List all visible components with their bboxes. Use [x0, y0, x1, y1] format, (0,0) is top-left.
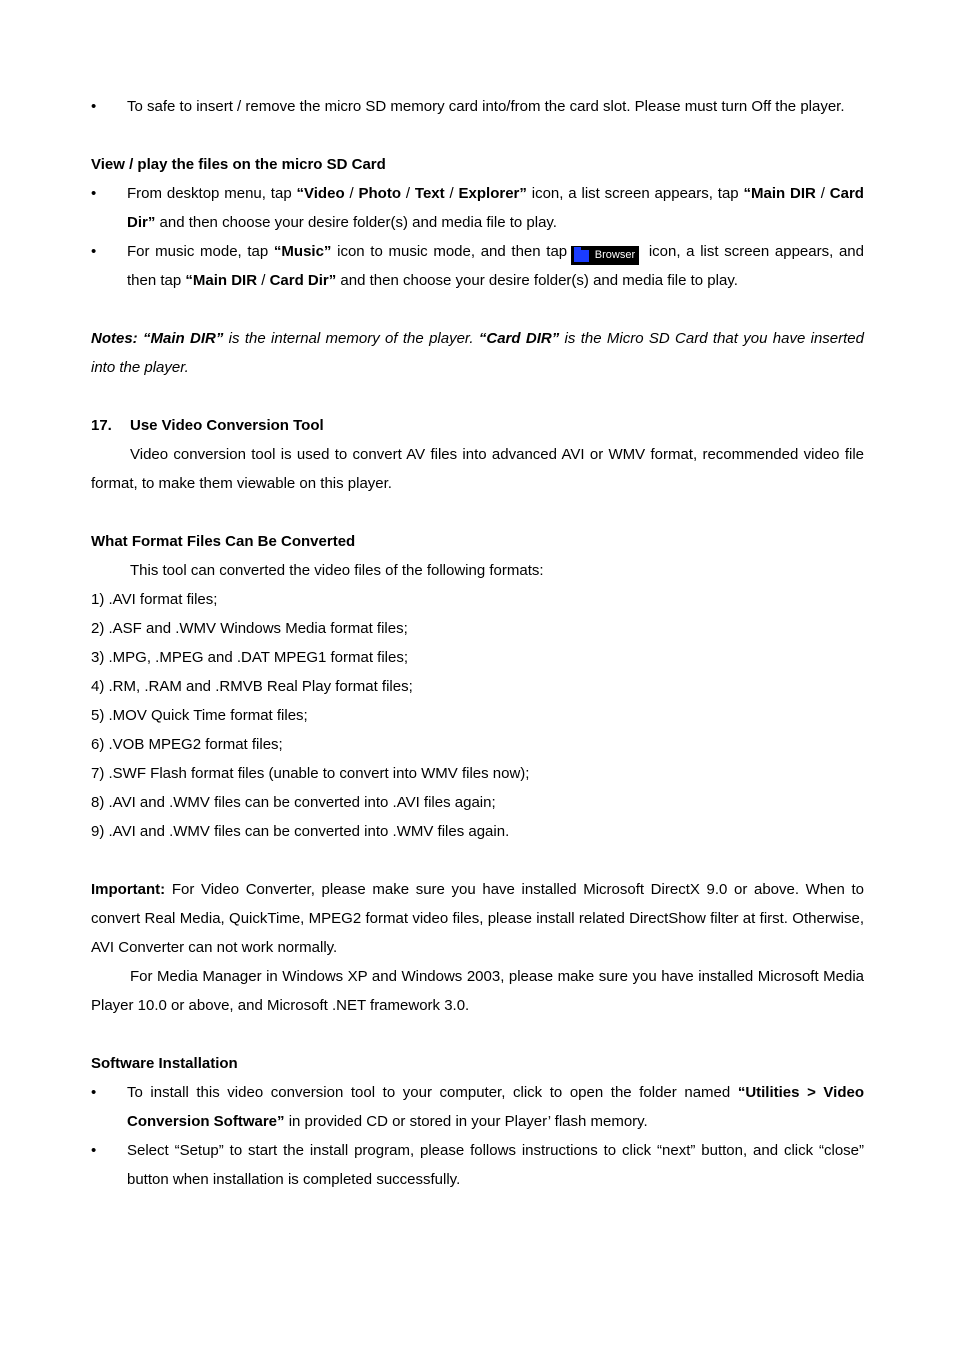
view-section-heading: View / play the files on the micro SD Card: [91, 156, 386, 173]
browser-icon-label: Browser: [594, 249, 636, 261]
text-run: Text: [414, 185, 445, 202]
format-item: 6) .VOB MPEG2 format files;: [91, 736, 283, 753]
text-run: icon, a list screen appears, tap: [526, 185, 744, 202]
section-17-body: Video conversion tool is used to convert AV files into advanced AVI or WMV format, recommended video file format, to make them viewable on this player.: [91, 446, 864, 492]
text-run: Explorer”: [458, 185, 527, 202]
text-run: Photo: [358, 185, 401, 202]
text-run: is the Micro SD Card that you have inserted into the player.: [91, 330, 864, 376]
important-paragraph: [91, 875, 864, 962]
formats-heading: What Format Files Can Be Converted: [91, 533, 356, 550]
important-label: Important:: [91, 881, 166, 898]
intro-bullet: [91, 92, 864, 121]
formats-intro: This tool can converted the video files of the following formats:: [130, 562, 544, 579]
text-run: For music mode, tap: [127, 243, 274, 260]
text-run: “Main DIR: [743, 185, 816, 202]
format-item: 4) .RM, .RAM and .RMVB Real Play format files;: [91, 678, 413, 695]
text-run: /: [401, 185, 415, 202]
view-bullet-1: [91, 179, 864, 237]
section-number: 17.: [91, 417, 112, 434]
notes-label: Notes: “Main DIR”: [91, 330, 224, 347]
text-run: Select “Setup” to start the install program, please follows instructions to click “next” button, and click “close” button when installation is completed successfully.: [127, 1142, 864, 1188]
install-bullet-2: [91, 1136, 864, 1194]
text-run: “Card DIR”: [478, 330, 560, 347]
notes-paragraph: [91, 324, 864, 382]
text-run: “Music”: [273, 243, 332, 260]
text-run: /: [444, 185, 459, 202]
text-run: in provided CD or stored in your Player’ flash memory.: [284, 1113, 648, 1130]
text-run: and then choose your desire folder(s) and media file to play.: [155, 214, 557, 231]
install-heading: Software Installation: [91, 1055, 238, 1072]
bullet-dot: •: [91, 1084, 97, 1101]
media-manager-paragraph: For Media Manager in Windows XP and Windows 2003, please make sure you have installed Microsoft Media Player 10.0 or above, and Microsoft .NET framework 3.0.: [91, 968, 864, 1014]
text-run: icon to music mode, and then tap: [331, 243, 568, 260]
section-title: Use Video Conversion Tool: [130, 417, 324, 434]
format-item: 8) .AVI and .WMV files can be converted into .AVI files again;: [91, 794, 496, 811]
folder-icon: [574, 250, 589, 262]
bullet-dot: •: [91, 98, 97, 115]
bullet-dot: •: [91, 1142, 97, 1159]
intro-bullet-text: To safe to insert / remove the micro SD memory card into/from the card slot. Please must turn Off the player.: [127, 98, 845, 115]
text-run: To install this video conversion tool to your computer, click to open the folder named: [127, 1084, 738, 1101]
text-run: For Video Converter, please make sure you have installed Microsoft DirectX 9.0 or above. When to convert Real Media, QuickTime, MPEG2 format video files, please install related DirectShow filter at first. Otherwise, AVI Converter can not work normally.: [91, 881, 864, 956]
bullet-dot: •: [91, 185, 97, 202]
text-run: and then choose your desire folder(s) and media file to play.: [336, 272, 738, 289]
text-run: /: [257, 272, 270, 289]
text-run: “Utilities > Video Conversion Software”: [127, 1084, 864, 1130]
text-run: “Main DIR: [185, 272, 258, 289]
format-item: 7) .SWF Flash format files (unable to convert into WMV files now);: [91, 765, 530, 782]
document-page: [91, 92, 864, 1194]
text-run: From desktop menu, tap: [127, 185, 297, 202]
section-17-heading: [91, 411, 864, 440]
format-item: 2) .ASF and .WMV Windows Media format files;: [91, 620, 408, 637]
format-item: 1) .AVI format files;: [91, 591, 218, 608]
text-run: is the internal memory of the player.: [223, 330, 479, 347]
view-bullet-2: [91, 237, 864, 295]
text-run: /: [344, 185, 359, 202]
browser-icon: [571, 246, 639, 265]
format-item: 5) .MOV Quick Time format files;: [91, 707, 308, 724]
bullet-dot: •: [91, 243, 97, 260]
install-bullet-1: [91, 1078, 864, 1136]
format-item: 3) .MPG, .MPEG and .DAT MPEG1 format files;: [91, 649, 409, 666]
text-run: “Video: [296, 185, 345, 202]
format-item: 9) .AVI and .WMV files can be converted into .WMV files again.: [91, 823, 510, 840]
text-run: Card Dir”: [269, 272, 337, 289]
text-run: icon, a list screen appears, and then tap: [127, 243, 864, 289]
text-run: Card Dir”: [127, 185, 864, 231]
text-run: /: [815, 185, 830, 202]
